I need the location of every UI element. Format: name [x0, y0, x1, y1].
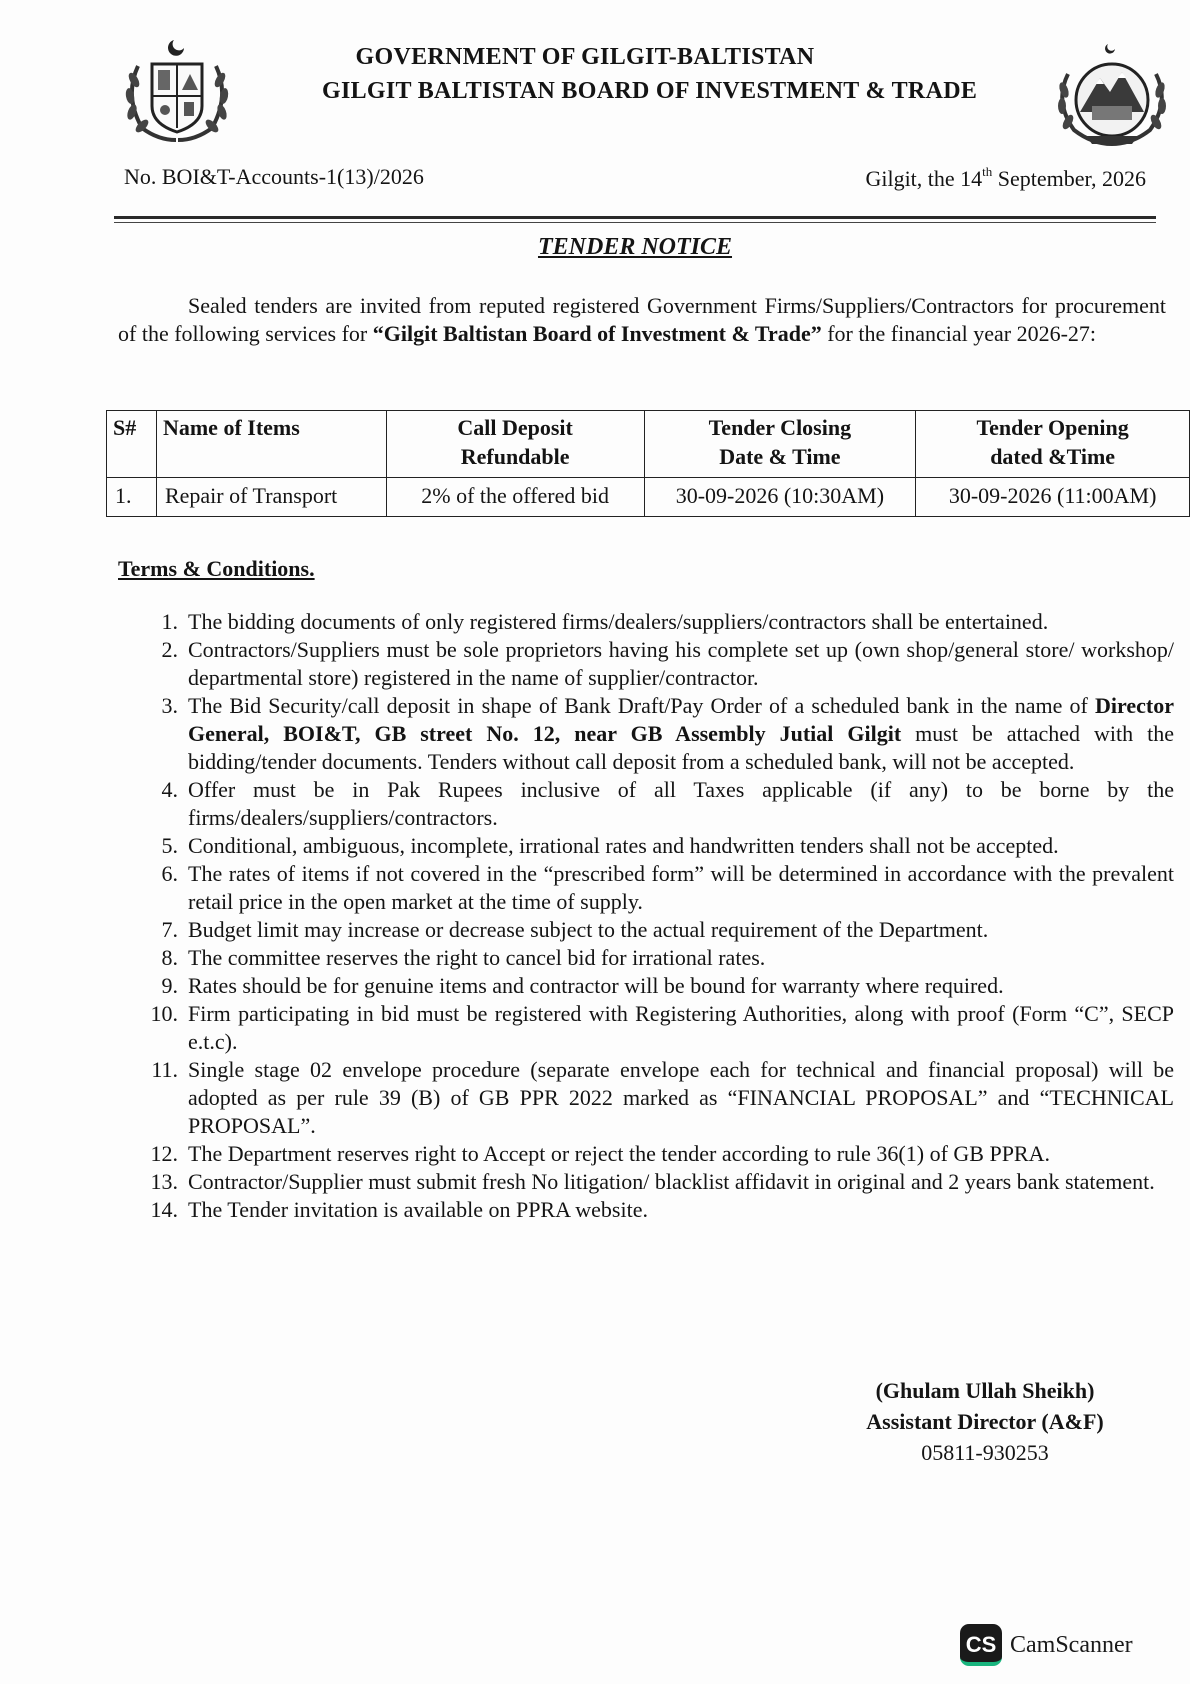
date-suffix: September, 2026 — [992, 166, 1146, 191]
cell-sn: 1. — [107, 478, 157, 517]
list-item — [140, 1168, 1174, 1196]
cell-closing: 30-09-2026 (10:30AM) — [644, 478, 916, 517]
term-number: 13. — [150, 1169, 178, 1194]
term-number: 5. — [161, 833, 178, 858]
list-item — [140, 692, 1174, 776]
terms-heading: Terms & Conditions. — [118, 556, 315, 581]
term-text: Firm participating in bid must be registered with Registering Authorities, along with proof (Form “C”, SECP e.t.c). — [188, 1001, 1174, 1054]
date-line — [865, 164, 1146, 192]
header-deposit — [386, 411, 644, 478]
list-item — [140, 1140, 1174, 1168]
term-number: 8. — [161, 945, 178, 970]
term-text: Offer must be in Pak Rupees inclusive of all Taxes applicable (if any) to be borne by the firms/dealers/suppliers/contractors. — [188, 777, 1174, 830]
gilgit-baltistan-emblem-icon — [118, 36, 236, 146]
signatory-name: (Ghulam Ullah Sheikh) — [875, 1378, 1095, 1403]
board-title: GILGIT BALTISTAN BOARD OF INVESTMENT & TRADE — [322, 78, 978, 104]
header-opening-line1: Tender Opening — [976, 415, 1129, 440]
header-sn: S# — [107, 411, 157, 478]
header-closing-line2: Date & Time — [719, 444, 841, 469]
reference-number: No. BOI&T-Accounts-1(13)/2026 — [124, 164, 424, 189]
term-text: The committee reserves the right to cancel bid for irrational rates. — [188, 945, 766, 970]
header-closing-line1: Tender Closing — [708, 415, 852, 440]
header-opening — [916, 411, 1190, 478]
signatory-designation: Assistant Director (A&F) — [866, 1409, 1104, 1434]
header-closing — [644, 411, 916, 478]
list-item — [140, 860, 1174, 916]
list-item — [140, 916, 1174, 944]
table-header-row — [107, 411, 1190, 478]
intro-paragraph — [118, 292, 1166, 348]
term-bank-payee: Director General, BOI&T, GB street No. 12, near GB Assembly Jutial Gilgit — [188, 693, 1174, 746]
list-item — [140, 1056, 1174, 1140]
list-item — [140, 608, 1174, 636]
camscanner-logo-icon: CS — [960, 1624, 1002, 1666]
list-item — [140, 972, 1174, 1000]
term-text: Single stage 02 envelope procedure (separate envelope each for technical and financial proposal) will be adopted as per rule 39 (B) of GB PPR 2022 marked as “FINANCIAL PROPOSAL” and “TECHNICAL PROPOSAL”. — [188, 1057, 1174, 1138]
list-item — [140, 636, 1174, 692]
signatory-phone: 05811-930253 — [921, 1440, 1049, 1465]
term-text: The bidding documents of only registered firms/dealers/suppliers/contractors shall be entertained. — [188, 609, 1049, 634]
date-ordinal: th — [982, 164, 993, 179]
term-text: Contractors/Suppliers must be sole proprietors having his complete set up (own shop/general store/ workshop/ departmental store) registered in the name of supplier/contractor. — [188, 637, 1174, 690]
cell-deposit: 2% of the offered bid — [386, 478, 644, 517]
government-title: GOVERNMENT OF GILGIT-BALTISTAN — [355, 44, 815, 70]
term-text: Rates should be for genuine items and contractor will be bound for warranty where required. — [188, 973, 1004, 998]
term-text-end: must be attached with the bidding/tender documents. Tenders without call deposit from a scheduled bank, will not be accepted. — [188, 721, 1175, 774]
term-text: Conditional, ambiguous, incomplete, irrational rates and handwritten tenders shall not be accepted. — [188, 833, 1059, 858]
term-text: Budget limit may increase or decrease subject to the actual requirement of the Department. — [188, 917, 989, 942]
list-item — [140, 832, 1174, 860]
list-item — [140, 776, 1174, 832]
term-number: 4. — [161, 777, 178, 802]
intro-text-end: for the financial year 2026-27: — [821, 321, 1097, 346]
cell-opening: 30-09-2026 (11:00AM) — [916, 478, 1190, 517]
intro-org-name: “Gilgit Baltistan Board of Investment & Trade” — [372, 321, 822, 346]
board-of-investment-emblem-icon — [1052, 40, 1172, 152]
list-item — [140, 944, 1174, 972]
term-number: 6. — [161, 861, 178, 886]
header-deposit-line1: Call Deposit — [457, 415, 573, 440]
header-divider — [114, 216, 1156, 219]
term-text: Contractor/Supplier must submit fresh No litigation/ blacklist affidavit in original and 2 years bank statement. — [188, 1169, 1155, 1194]
header-opening-line2: dated &Time — [990, 444, 1116, 469]
term-number: 7. — [161, 917, 178, 942]
signature-block — [820, 1375, 1150, 1468]
notice-title: TENDER NOTICE — [537, 234, 733, 260]
term-number: 12. — [150, 1141, 178, 1166]
header-item: Name of Items — [156, 411, 386, 478]
term-number: 9. — [161, 973, 178, 998]
header-divider-thin — [114, 222, 1156, 223]
term-text-start: The Bid Security/call deposit in shape of Bank Draft/Pay Order of a scheduled bank in the name of — [188, 693, 1095, 718]
list-item — [140, 1000, 1174, 1056]
date-prefix: Gilgit, the 14 — [865, 166, 983, 191]
term-number: 1. — [161, 609, 178, 634]
term-text: The Tender invitation is available on PPRA website. — [188, 1197, 648, 1222]
term-text: The Department reserves right to Accept or reject the tender according to rule 36(1) of GB PPRA. — [188, 1141, 1050, 1166]
header-deposit-line2: Refundable — [460, 444, 570, 469]
list-item — [140, 1196, 1174, 1224]
terms-list — [140, 608, 1174, 1224]
cell-item: Repair of Transport — [156, 478, 386, 517]
camscanner-watermark: CamScanner — [1010, 1632, 1133, 1658]
term-number: 3. — [161, 693, 178, 718]
table-row — [107, 478, 1190, 517]
tender-table — [106, 410, 1190, 517]
term-number: 10. — [150, 1001, 178, 1026]
term-text: The rates of items if not covered in the “prescribed form” will be determined in accordance with the prevalent retail price in the open market at the time of supply. — [188, 861, 1174, 914]
term-number: 11. — [151, 1057, 178, 1082]
term-number: 2. — [161, 637, 178, 662]
intro-text-start: Sealed tenders are invited from reputed registered Government Firms/Suppliers/Contractors for procurement of the following services for — [118, 293, 1166, 346]
term-number: 14. — [150, 1197, 178, 1222]
